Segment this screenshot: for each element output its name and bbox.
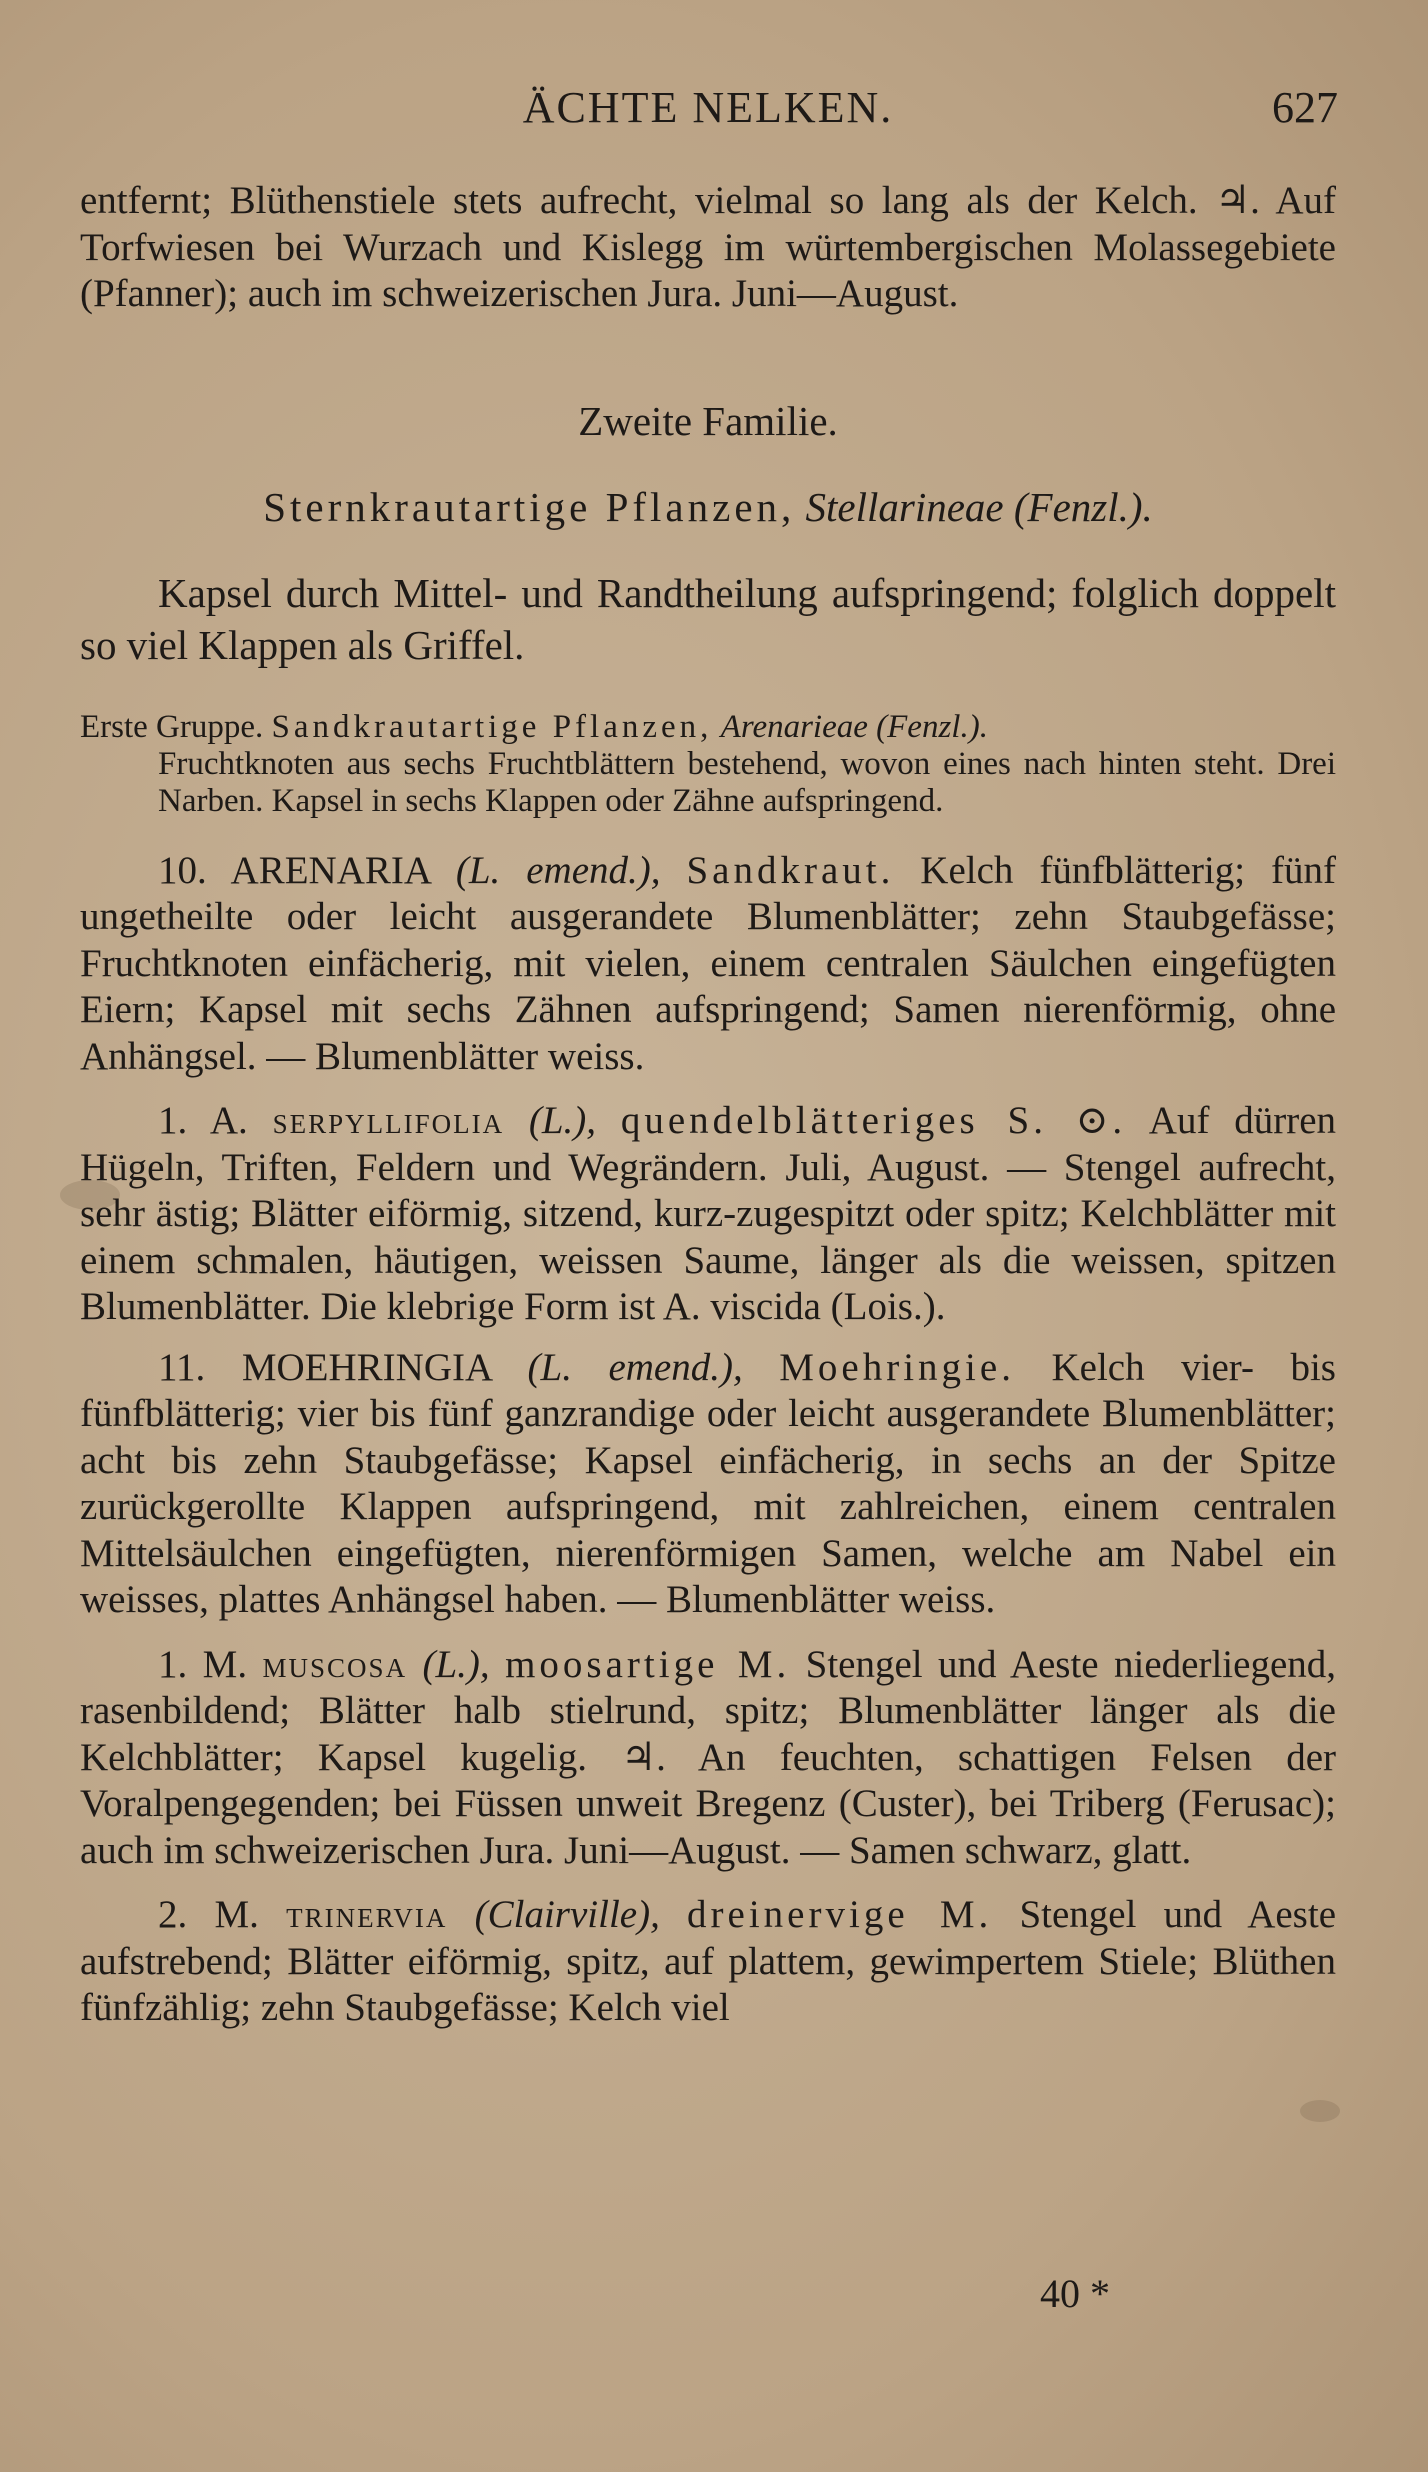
genus-number: 11. [158,1345,206,1389]
species-number: 1. A. [158,1099,248,1142]
species-common-name: quendelblätteriges S. ⊙. [620,1099,1127,1142]
group-name-german: Sandkrautartige Pflanzen, [271,708,713,745]
genus-description: Kelch fünfblätterig; fünf ungetheilte oder leicht ausgerandete Blumenblätter; zehn Staubgefässe; Fruchtknoten einfächerig, mit vielen, einem centralen Säulchen eingefügten Eiern; Kapsel mit sechs Zähnen aufspringend; Samen nierenförmig, ohne Anhängsel. — Blumenblätter weiss. [80,848,1337,1078]
species-paragraph [80,1642,1336,1875]
page-body [80,178,1336,2032]
group-heading [80,709,1336,746]
group-name-latin: Arenarieae (Fenzl.). [720,708,988,745]
species-authority: (Clairville), [474,1893,660,1936]
book-page [80,0,1336,2472]
species-text: Stengel und Aeste niederliegend, rasenbildend; Blätter halb stielrund, spitz; Blumenblätter länger als die Kelchblätter; Kapsel kugelig. ♃. An feuchten, schattigen Felsen der Voralpengegenden; bei Füssen unweit Bregenz (Custer), bei Triberg (Ferusac); auch im schweizerischen Jura. Juni—August. — Samen schwarz, glatt. [80,1642,1337,1872]
genus-authority: (L. emend.), [455,848,661,892]
genus-common-name: Moehringie. [779,1345,1015,1389]
group-label: Erste Gruppe. [80,708,264,745]
genus-paragraph [80,1345,1336,1624]
species-authority: (L.), [422,1642,490,1686]
family-title: Zweite Familie. [578,397,838,444]
group-block [80,709,1336,820]
continuation-paragraph: entfernt; Blüthenstiele stets aufrecht, vielmal so lang als der Kelch. ♃. Auf Torfwiesen bei Wurzach und Kislegg im würtembergischen Molassegebiete (Pfanner); auch im schweizerischen Jura. Juni—August. [80,179,1336,315]
genus-common-name: Sandkraut. [686,848,895,892]
species-epithet: serpyllifolia [272,1099,505,1142]
group-description: Fruchtknoten aus sechs Fruchtblättern bestehend, wovon eines nach hinten steht. Drei Narben. Kapsel in sechs Klappen oder Zähne aufspringend. [158,745,1336,819]
page-header [80,82,1336,142]
genus-number: 10. [158,848,207,892]
family-name-latin: Stellarineae (Fenzl.). [805,484,1153,530]
species-common-name: moosartige M. [505,1642,791,1686]
page-number: 627 [1272,83,1338,132]
family-name [80,484,1336,531]
genus-name: ARENARIA [230,848,430,892]
genus-paragraph [80,848,1336,1081]
species-epithet: muscosa [262,1642,408,1686]
family-description: Kapsel durch Mittel- und Randtheilung aufspringend; folglich doppelt so viel Klappen als Griffel. [80,569,1336,668]
genus-description: Kelch vier- bis fünfblätterig; vier bis fünf ganzrandige oder leicht ausgerandete Blumenblätter; acht bis zehn Staubgefässe; Kapsel einfächerig, in sechs an der Spitze zurückgerollte Klappen aufspringend, mit zahlreichen, einem centralen Mittelsäulchen eingefügten, nierenförmigen Samen, welche am Nabel ein weisses, plattes Anhängsel haben. — Blumenblätter weiss. [80,1345,1336,1621]
species-common-name: dreinervige M. [687,1893,993,1936]
genus-name: MOEHRINGIA [241,1345,491,1389]
genus-entry [80,1345,1336,2032]
genus-authority: (L. emend.), [527,1345,743,1389]
family-name-german: Sternkrautartige Pflanzen, [263,484,796,530]
running-head: ÄCHTE NELKEN. [522,83,894,132]
species-paragraph [80,1098,1336,1331]
species-text: Auf dürren Hügeln, Triften, Feldern und Wegrändern. Juli, August. — Stengel aufrecht, sehr ästig; Blätter eiförmig, sitzend, kurz-zugespitzt oder spitz; Kelchblätter mit einem schmalen, häutigen, weissen Saume, länger als die weissen, spitzen Blumenblätter. Die klebrige Form ist A. viscida (Lois.). [80,1099,1337,1328]
signature-mark: 40 * [1040,2271,1110,2316]
species-authority: (L.), [528,1099,597,1142]
species-text: Stengel und Aeste aufstrebend; Blätter eiförmig, spitz, auf plattem, gewimpertem Stiele; Blüthen fünfzählig; zehn Staubgefässe; Kelch viel [80,1893,1336,2029]
species-paragraph [80,1892,1336,2032]
species-epithet: trinervia [286,1893,448,1936]
species-number: 2. M. [158,1893,259,1936]
species-number: 1. M. [158,1642,248,1686]
genus-entry [80,848,1336,1331]
